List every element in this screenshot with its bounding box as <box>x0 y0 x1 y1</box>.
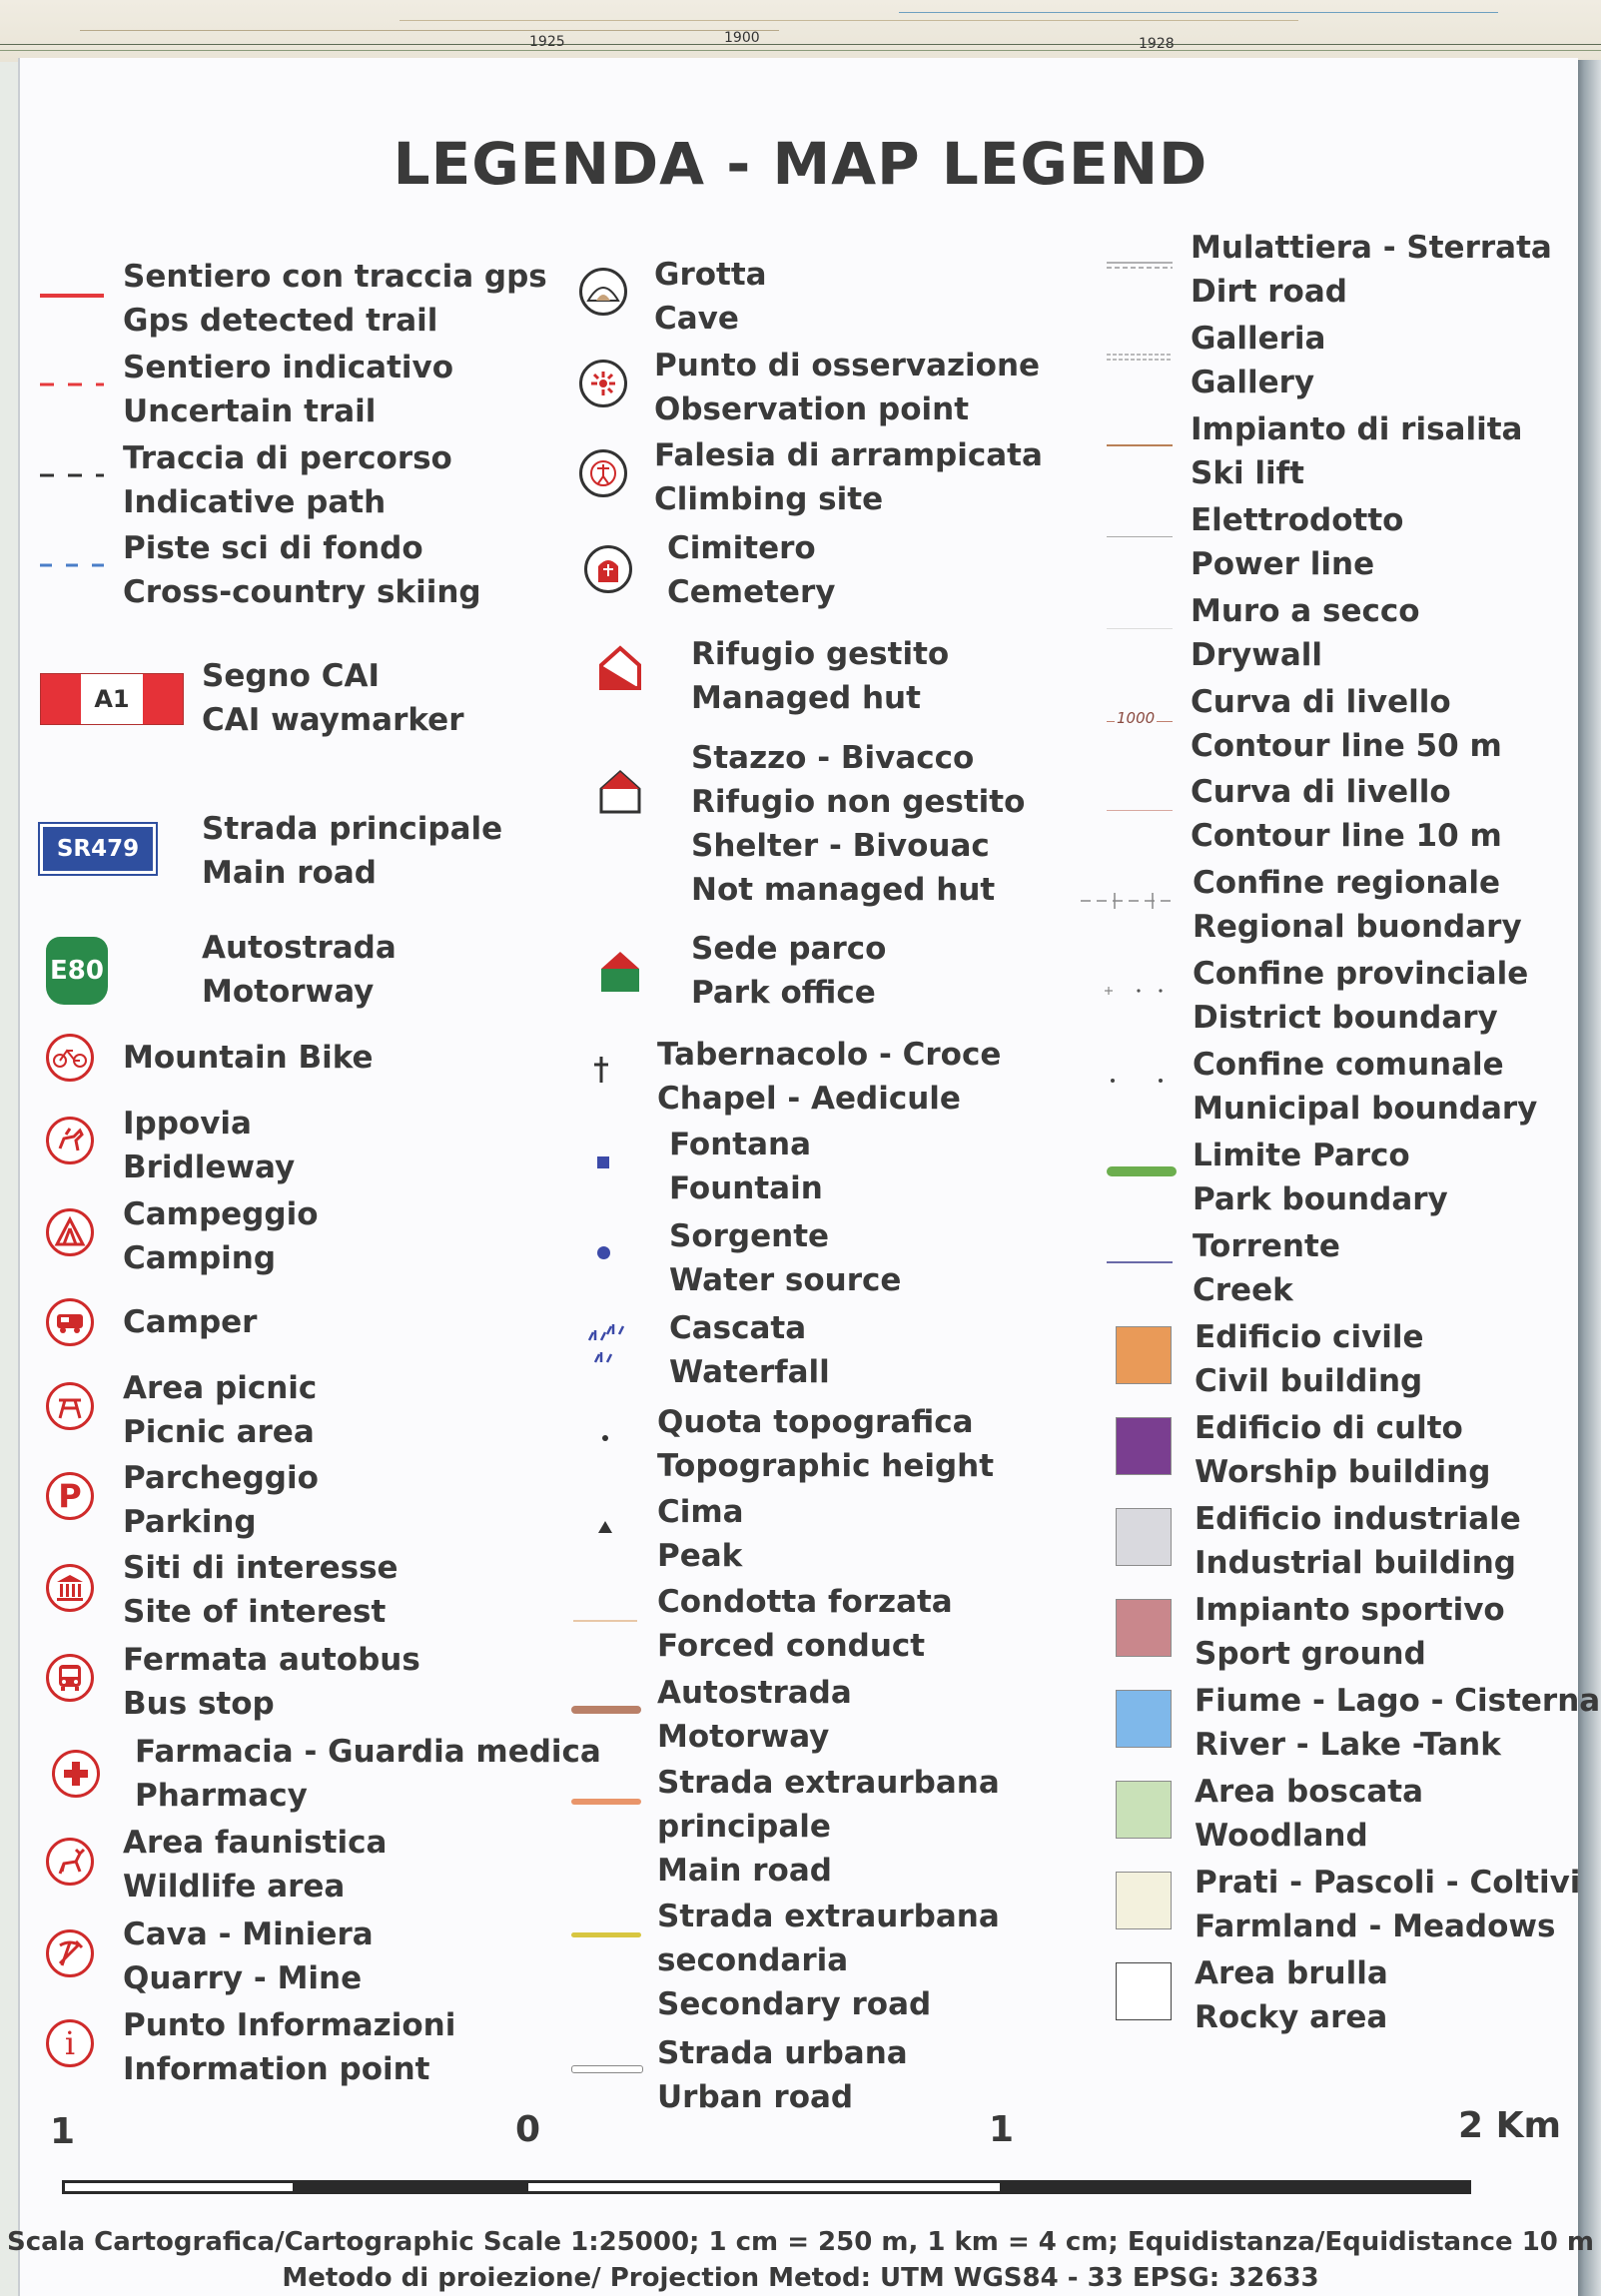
picnic-table-icon <box>46 1382 94 1430</box>
label-en: Woodland <box>1195 1818 1368 1854</box>
label-en: Industrial building <box>1195 1545 1516 1581</box>
gallery-line-icon <box>1107 354 1173 362</box>
label-it: Rifugio gestito <box>691 636 950 672</box>
scale-label: 1 <box>989 2109 1015 2150</box>
legend-item-wildlife <box>123 1821 387 1909</box>
label-it: Strada extraurbana <box>657 1765 1000 1801</box>
label-en: Wildlife area <box>123 1869 346 1905</box>
legend-item-interest <box>123 1546 399 1634</box>
civil-building-swatch <box>1116 1326 1172 1384</box>
legend-item-cave <box>654 253 767 341</box>
district-boundary-line-icon <box>1103 983 1173 999</box>
label-it: Curva di livello <box>1191 774 1451 810</box>
bicycle-icon <box>46 1034 94 1082</box>
label-en: Farmland - Meadows <box>1195 1909 1556 1944</box>
motorway-sign-icon: E80 <box>46 937 108 1005</box>
label-en: Secondary road <box>657 1986 932 2022</box>
label-it: Sentiero con traccia gps <box>123 259 547 295</box>
label-it: Strada extraurbana <box>657 1899 1000 1934</box>
label-en: Cemetery <box>667 574 836 610</box>
label-it: Siti di interesse <box>123 1550 399 1586</box>
main-road-line-icon <box>571 1799 641 1805</box>
label-en: Chapel - Aedicule <box>657 1081 961 1117</box>
label-en: Observation point <box>654 391 970 427</box>
legend-item-motorway-2 <box>657 1671 852 1759</box>
rocky-area-swatch <box>1116 1962 1172 2020</box>
legend-item-district <box>1193 952 1528 1040</box>
label-it: Confine regionale <box>1193 865 1501 901</box>
legend-item-creek <box>1193 1224 1340 1312</box>
label-it: Stazzo - Bivacco <box>691 740 975 776</box>
legend-item-waterfall <box>669 1306 830 1394</box>
legend-item-motorway <box>202 926 397 1014</box>
legend-item-drywall <box>1191 589 1420 677</box>
label-it: Impianto sportivo <box>1195 1592 1505 1628</box>
label-en: Fountain <box>669 1170 823 1206</box>
legend-item-managed-hut <box>691 632 949 720</box>
label-it: Cava - Miniera <box>123 1916 374 1952</box>
label-it: Impianto di risalita <box>1191 411 1523 447</box>
legend-item-climbing <box>654 433 1043 521</box>
label-it: Fontana <box>669 1127 812 1162</box>
legend-item-park-boundary <box>1193 1134 1448 1221</box>
label-en: Ski lift <box>1191 455 1304 491</box>
legend-item-water <box>1195 1679 1600 1767</box>
label-en: Creek <box>1193 1272 1293 1308</box>
forced-conduct-line-icon <box>573 1620 637 1622</box>
label-en: Climbing site <box>654 481 884 517</box>
label-en: Pharmacy <box>135 1778 308 1814</box>
label-en: Park boundary <box>1193 1181 1448 1217</box>
label-it: Sentiero indicativo <box>123 350 454 385</box>
label-it: Elettrodotto <box>1191 502 1404 538</box>
label-it: Piste sci di fondo <box>123 530 423 566</box>
motorway-line-icon <box>571 1706 641 1714</box>
legend-item-peak <box>657 1490 744 1578</box>
label-en: Contour line 10 m <box>1191 818 1502 854</box>
label-en: Site of interest <box>123 1594 387 1630</box>
label-it: Edificio industriale <box>1195 1501 1521 1537</box>
label-it: Cimitero <box>667 530 816 566</box>
label-en: Forced conduct <box>657 1628 926 1664</box>
scalebar-segment <box>525 2180 1003 2194</box>
label-en-2: Not managed hut <box>691 872 996 908</box>
contour-50-label: 1000 <box>1117 709 1156 727</box>
indicative-path-line-icon <box>40 472 104 478</box>
managed-hut-icon <box>597 645 643 691</box>
uncertain-trail-line-icon <box>40 382 104 387</box>
label-en: Park office <box>691 975 876 1011</box>
legend-item-camping <box>123 1192 319 1280</box>
label-it: Ippovia <box>123 1106 252 1142</box>
label-en: Regional buondary <box>1193 909 1522 945</box>
label-it: Edificio di culto <box>1195 1410 1463 1446</box>
label-en: Civil building <box>1195 1363 1423 1399</box>
label-en: Water source <box>669 1262 902 1298</box>
label-it: Camper <box>123 1304 258 1340</box>
label-en: Camping <box>123 1240 277 1276</box>
climbing-icon <box>579 449 627 497</box>
label-it-2: principale <box>657 1809 831 1845</box>
parking-icon: P <box>46 1472 94 1520</box>
ski-trail-line-icon <box>40 562 104 568</box>
info-icon: i <box>46 2019 94 2067</box>
legend-item-rocky <box>1195 1951 1388 2039</box>
map-tick-label: 1928 <box>1139 36 1175 52</box>
label-it: Cascata <box>669 1310 807 1346</box>
label-en: Information point <box>123 2051 430 2087</box>
label-it: Area brulla <box>1195 1955 1388 1991</box>
label-it: Traccia di percorso <box>123 440 452 476</box>
legend-item-gallery <box>1191 317 1325 404</box>
legend-item-cemetery <box>667 526 835 614</box>
creek-line-icon <box>1107 1261 1173 1263</box>
legend-item-picnic <box>123 1366 317 1454</box>
legend-item-pharmacy <box>135 1730 601 1818</box>
label-en: Cave <box>654 301 739 337</box>
label-en: Power line <box>1191 546 1375 582</box>
pickaxe-hammer-icon <box>46 1929 94 1977</box>
scale-footer: Scala Cartografica/Cartographic Scale 1:25000; 1 cm = 250 m, 1 km = 4 cm; Equidistanza/Equidistance 10 m <box>6 2227 1595 2257</box>
municipal-boundary-line-icon <box>1103 1075 1173 1087</box>
label-it: Limite Parco <box>1193 1138 1410 1173</box>
label-en: Drywall <box>1191 637 1323 673</box>
legend-item-bus <box>123 1638 420 1726</box>
legend-title: LEGENDA - MAP LEGEND <box>393 130 1208 198</box>
legend-item-gps-trail <box>123 255 547 343</box>
legend-item-industrial <box>1195 1497 1521 1585</box>
legend-item-bridleway <box>123 1102 295 1189</box>
label-it: Mountain Bike <box>123 1040 374 1076</box>
legend-item-ski <box>123 526 481 614</box>
label-en: Parking <box>123 1504 257 1540</box>
water-swatch <box>1116 1690 1172 1748</box>
legend-item-worship <box>1195 1406 1490 1494</box>
label-it: Quota topografica <box>657 1404 974 1440</box>
legend-item-fountain <box>669 1123 823 1210</box>
gps-trail-line-icon <box>40 294 104 298</box>
label-it: Area boscata <box>1195 1774 1423 1810</box>
legend-item-main-road-2 <box>657 1761 1000 1893</box>
scalebar-segment <box>293 2180 528 2194</box>
legend-item-quarry <box>123 1913 374 2000</box>
label-en: Urban road <box>657 2079 854 2115</box>
label-it: Autostrada <box>657 1675 852 1711</box>
legend-item-secondary-road <box>657 1895 1000 2026</box>
woodland-swatch <box>1116 1781 1172 1839</box>
label-it: Area faunistica <box>123 1825 388 1861</box>
urban-road-line-icon <box>571 2065 643 2073</box>
label-it: Grotta <box>654 257 767 293</box>
park-office-icon <box>597 949 643 995</box>
label-en: Picnic area <box>123 1414 315 1450</box>
legend-item-forced <box>657 1580 953 1668</box>
label-it: Parcheggio <box>123 1460 319 1496</box>
scale-label: 0 <box>515 2109 541 2150</box>
map-tick-label: 1925 <box>529 34 565 50</box>
label-it: Strada principale <box>202 811 503 847</box>
label-en: Main road <box>657 1853 832 1889</box>
label-it: Strada urbana <box>657 2035 908 2071</box>
main-road-sign-icon: SR479 <box>40 824 156 874</box>
label-en: Motorway <box>202 974 375 1010</box>
observation-point-icon <box>579 360 627 407</box>
legend-item-source <box>669 1214 901 1302</box>
label-en: Rocky area <box>1195 1999 1388 2035</box>
scalebar-segment <box>62 2180 296 2194</box>
label-en: Uncertain trail <box>123 393 377 429</box>
drywall-line-icon <box>1107 628 1173 629</box>
industrial-building-swatch <box>1116 1508 1172 1566</box>
label-it: Area picnic <box>123 1370 318 1406</box>
projection-footer: Metodo di proiezione/ Projection Metod: UTM WGS84 - 33 EPSG: 32633 <box>282 2263 1319 2293</box>
legend-item-woodland <box>1195 1770 1423 1858</box>
label-en: Peak <box>657 1538 743 1574</box>
cave-icon <box>579 268 627 316</box>
label-en: Gallery <box>1191 365 1315 400</box>
label-en: Gps detected trail <box>123 303 438 339</box>
label-en: District boundary <box>1193 1000 1498 1036</box>
ski-lift-line-icon <box>1107 444 1173 446</box>
label-en: Waterfall <box>669 1354 830 1390</box>
label-en: Dirt road <box>1191 274 1347 310</box>
legend-item-contour-10 <box>1191 770 1502 858</box>
label-en: Managed hut <box>691 680 921 716</box>
label-en: River - Lake -Tank <box>1195 1727 1501 1763</box>
legend-item-observation <box>654 344 1040 431</box>
label-en: Motorway <box>657 1719 830 1755</box>
label-it: Confine provinciale <box>1193 956 1529 992</box>
legend-item-urban-road <box>657 2031 908 2119</box>
label-it: Autostrada <box>202 930 397 966</box>
cemetery-icon <box>584 545 632 593</box>
legend-item-uncertain-trail <box>123 346 453 433</box>
map-tick-label: 1900 <box>724 30 760 46</box>
water-source-icon <box>597 1246 610 1259</box>
label-it: Edificio civile <box>1195 1319 1424 1355</box>
label-it: Segno CAI <box>202 658 380 694</box>
legend-item-indicative-path <box>123 436 452 524</box>
scale-label: 2 Km <box>1458 2105 1561 2146</box>
legend-item-power-line <box>1191 498 1403 586</box>
fountain-icon <box>597 1156 609 1168</box>
label-it-2: secondaria <box>657 1942 849 1978</box>
label-it: Tabernacolo - Croce <box>657 1037 1002 1073</box>
map-strip <box>0 0 1601 62</box>
legend-item-contour-50 <box>1191 680 1502 768</box>
spot-height-icon <box>602 1435 608 1441</box>
tent-icon <box>46 1208 94 1256</box>
waterfall-icon <box>585 1324 629 1368</box>
scale-label: 1 <box>50 2111 76 2152</box>
label-it: Confine comunale <box>1193 1047 1504 1083</box>
peak-triangle-icon <box>597 1520 613 1534</box>
cai-waymarker-icon <box>40 673 184 725</box>
legend-item-regional <box>1193 861 1522 949</box>
power-line-icon <box>1107 536 1173 537</box>
shelter-hut-icon <box>597 769 643 815</box>
legend-item-ski-lift <box>1191 407 1522 495</box>
label-it: Curva di livello <box>1191 684 1451 720</box>
label-en: Quarry - Mine <box>123 1960 363 1996</box>
legend-item-chapel <box>657 1033 1001 1121</box>
label-it: Torrente <box>1193 1228 1340 1264</box>
label-it-2: Rifugio non gestito <box>691 784 1026 820</box>
label-it: Cima <box>657 1494 744 1530</box>
cross-icon <box>591 1055 611 1085</box>
label-it: Sede parco <box>691 931 887 967</box>
label-en: Sport ground <box>1195 1636 1426 1672</box>
label-en: Indicative path <box>123 484 387 520</box>
cai-code: A1 <box>81 674 143 724</box>
legend-item-municipal <box>1193 1043 1537 1131</box>
park-boundary-line-icon <box>1107 1166 1177 1176</box>
label-it: Mulattiera - Sterrata <box>1191 230 1552 266</box>
label-en: Shelter - Bivouac <box>691 828 990 864</box>
farmland-swatch <box>1116 1872 1172 1929</box>
camper-icon <box>46 1298 94 1346</box>
bus-icon <box>46 1654 94 1702</box>
legend-item-sport <box>1195 1588 1505 1676</box>
dirt-road-line-icon <box>1107 262 1173 270</box>
legend-item-mtb <box>123 1036 374 1080</box>
museum-icon <box>46 1564 94 1612</box>
label-it: Punto Informazioni <box>123 2007 456 2043</box>
label-it: Fermata autobus <box>123 1642 420 1678</box>
label-it: Sorgente <box>669 1218 830 1254</box>
label-en: Municipal boundary <box>1193 1091 1538 1127</box>
secondary-road-line-icon <box>571 1932 641 1937</box>
label-en: Cross-country skiing <box>123 574 481 610</box>
contour-10-line-icon <box>1107 810 1173 811</box>
label-it: Prati - Pascoli - Coltivi <box>1195 1865 1581 1901</box>
label-it: Farmacia - Guardia medica <box>135 1734 601 1770</box>
legend-item-main-road <box>202 807 502 895</box>
label-en: CAI waymarker <box>202 702 464 738</box>
label-it: Punto di osservazione <box>654 348 1041 383</box>
legend-item-height <box>657 1400 994 1488</box>
label-it: Condotta forzata <box>657 1584 953 1620</box>
legend-item-park-office <box>691 927 886 1015</box>
legend-item-parking <box>123 1456 319 1544</box>
legend-item-farmland <box>1195 1861 1580 1948</box>
label-en: Contour line 50 m <box>1191 728 1502 764</box>
label-en: Bus stop <box>123 1686 275 1722</box>
regional-boundary-line-icon <box>1081 889 1173 913</box>
horse-rider-icon <box>46 1117 94 1164</box>
label-it: Galleria <box>1191 321 1326 357</box>
label-en: Bridleway <box>123 1149 296 1185</box>
label-it: Fiume - Lago - Cisterna <box>1195 1683 1601 1719</box>
deer-icon <box>46 1838 94 1886</box>
label-en: Main road <box>202 855 377 891</box>
sport-ground-swatch <box>1116 1599 1172 1657</box>
legend-item-camper <box>123 1300 257 1344</box>
label-it: Falesia di arrampicata <box>654 437 1043 473</box>
legend-item-info <box>123 2003 455 2091</box>
worship-building-swatch <box>1116 1417 1172 1475</box>
label-en: Topographic height <box>657 1448 995 1484</box>
legend-item-shelter <box>691 736 1025 912</box>
scalebar-segment <box>1000 2180 1471 2194</box>
label-en: Worship building <box>1195 1454 1491 1490</box>
label-it: Campeggio <box>123 1196 319 1232</box>
legend-item-cai <box>202 654 464 742</box>
legend-item-civil <box>1195 1315 1424 1403</box>
pharmacy-cross-icon <box>52 1750 100 1798</box>
label-it: Muro a secco <box>1191 593 1420 629</box>
legend-item-dirt-road <box>1191 226 1552 314</box>
